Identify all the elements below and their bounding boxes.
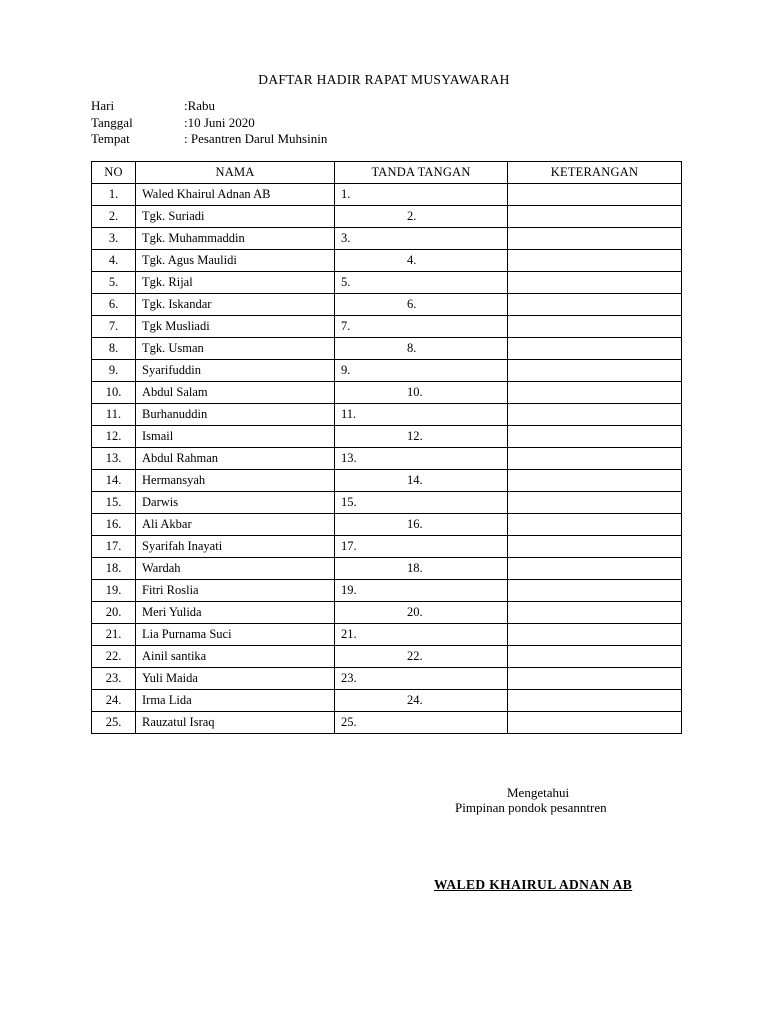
info-tempat [91,131,327,147]
row-name: Tgk Musliadi [136,316,335,338]
row-signature: 15. [335,492,508,514]
table-row [92,250,682,272]
row-name: Ali Akbar [136,514,335,536]
row-signature: 20. [335,602,508,624]
row-name: Tgk. Muhammaddin [136,228,335,250]
row-name: Darwis [136,492,335,514]
row-number: 7. [92,316,136,338]
document-title: DAFTAR HADIR RAPAT MUSYAWARAH [258,72,510,87]
row-remarks [508,536,682,558]
row-name: Syarifah Inayati [136,536,335,558]
row-number: 6. [92,294,136,316]
row-name: Tgk. Rijal [136,272,335,294]
info-value: : Pesantren Darul Muhsinin [184,131,328,146]
row-name: Burhanuddin [136,404,335,426]
row-signature: 5. [335,272,508,294]
row-signature: 12. [335,426,508,448]
table-row [92,294,682,316]
row-remarks [508,492,682,514]
row-signature: 2. [335,206,508,228]
row-name: Abdul Salam [136,382,335,404]
table-row [92,646,682,668]
row-signature: 1. [335,184,508,206]
row-name: Fitri Roslia [136,580,335,602]
row-name: Meri Yulida [136,602,335,624]
row-remarks [508,602,682,624]
row-signature: 19. [335,580,508,602]
table-row [92,624,682,646]
row-number: 11. [92,404,136,426]
info-value: :10 Juni 2020 [184,115,255,130]
header-nama: NAMA [136,162,335,184]
table-row [92,206,682,228]
row-name: Wardah [136,558,335,580]
row-remarks [508,184,682,206]
row-name: Syarifuddin [136,360,335,382]
table-row [92,272,682,294]
row-remarks [508,470,682,492]
table-row [92,602,682,624]
row-number: 21. [92,624,136,646]
row-number: 16. [92,514,136,536]
header-keterangan: KETERANGAN [508,162,682,184]
row-number: 25. [92,712,136,734]
row-remarks [508,382,682,404]
row-name: Yuli Maida [136,668,335,690]
row-signature: 7. [335,316,508,338]
table-row [92,360,682,382]
row-number: 4. [92,250,136,272]
signer-name: WALED KHAIRUL ADNAN AB [434,877,633,892]
row-name: Tgk. Agus Maulidi [136,250,335,272]
row-name: Abdul Rahman [136,448,335,470]
row-signature: 16. [335,514,508,536]
row-remarks [508,250,682,272]
row-remarks [508,272,682,294]
table-row [92,712,682,734]
row-signature: 14. [335,470,508,492]
info-value: :Rabu [184,98,216,113]
row-number: 5. [92,272,136,294]
row-remarks [508,294,682,316]
row-name: Ainil santika [136,646,335,668]
row-number: 24. [92,690,136,712]
info-label: Tempat [91,131,130,146]
row-number: 22. [92,646,136,668]
row-signature: 21. [335,624,508,646]
table-row [92,690,682,712]
row-remarks [508,426,682,448]
row-name: Lia Purnama Suci [136,624,335,646]
row-remarks [508,690,682,712]
row-remarks [508,712,682,734]
table-row [92,580,682,602]
table-row [92,426,682,448]
attendance-table [91,161,682,734]
row-remarks [508,404,682,426]
row-signature: 18. [335,558,508,580]
table-row [92,316,682,338]
row-number: 3. [92,228,136,250]
row-remarks [508,206,682,228]
row-signature: 22. [335,646,508,668]
row-remarks [508,448,682,470]
table-row [92,536,682,558]
row-signature: 25. [335,712,508,734]
info-label: Hari [91,98,115,113]
row-number: 19. [92,580,136,602]
row-signature: 24. [335,690,508,712]
row-number: 15. [92,492,136,514]
header-tanda-tangan: TANDA TANGAN [335,162,508,184]
row-remarks [508,668,682,690]
leader-title: Pimpinan pondok pesanntren [455,800,607,815]
row-signature: 13. [335,448,508,470]
row-name: Hermansyah [136,470,335,492]
row-remarks [508,360,682,382]
info-label: Tanggal [91,115,133,130]
row-signature: 9. [335,360,508,382]
row-remarks [508,228,682,250]
row-name: Tgk. Usman [136,338,335,360]
row-number: 17. [92,536,136,558]
row-remarks [508,646,682,668]
header-no: NO [92,162,136,184]
table-row [92,404,682,426]
row-name: Waled Khairul Adnan AB [136,184,335,206]
table-row [92,668,682,690]
row-remarks [508,316,682,338]
row-name: Ismail [136,426,335,448]
row-name: Irma Lida [136,690,335,712]
row-name: Tgk. Iskandar [136,294,335,316]
table-row [92,184,682,206]
table-header-row [92,162,682,184]
row-signature: 11. [335,404,508,426]
row-signature: 4. [335,250,508,272]
table-row [92,514,682,536]
row-name: Tgk. Suriadi [136,206,335,228]
row-signature: 8. [335,338,508,360]
row-signature: 17. [335,536,508,558]
row-name: Rauzatul Israq [136,712,335,734]
row-number: 13. [92,448,136,470]
row-signature: 6. [335,294,508,316]
table-row [92,228,682,250]
row-remarks [508,514,682,536]
table-row [92,448,682,470]
info-hari [91,98,215,114]
row-number: 12. [92,426,136,448]
row-number: 18. [92,558,136,580]
row-signature: 23. [335,668,508,690]
row-number: 10. [92,382,136,404]
table-body [92,184,682,734]
table-row [92,492,682,514]
table-row [92,558,682,580]
table-row [92,382,682,404]
table-row [92,338,682,360]
row-signature: 3. [335,228,508,250]
row-remarks [508,580,682,602]
row-number: 14. [92,470,136,492]
row-remarks [508,338,682,360]
row-number: 8. [92,338,136,360]
acknowledged-label: Mengetahui [507,785,570,800]
row-number: 23. [92,668,136,690]
row-number: 2. [92,206,136,228]
row-number: 1. [92,184,136,206]
row-number: 20. [92,602,136,624]
row-remarks [508,624,682,646]
row-remarks [508,558,682,580]
info-tanggal [91,115,255,131]
table-row [92,470,682,492]
row-number: 9. [92,360,136,382]
row-signature: 10. [335,382,508,404]
